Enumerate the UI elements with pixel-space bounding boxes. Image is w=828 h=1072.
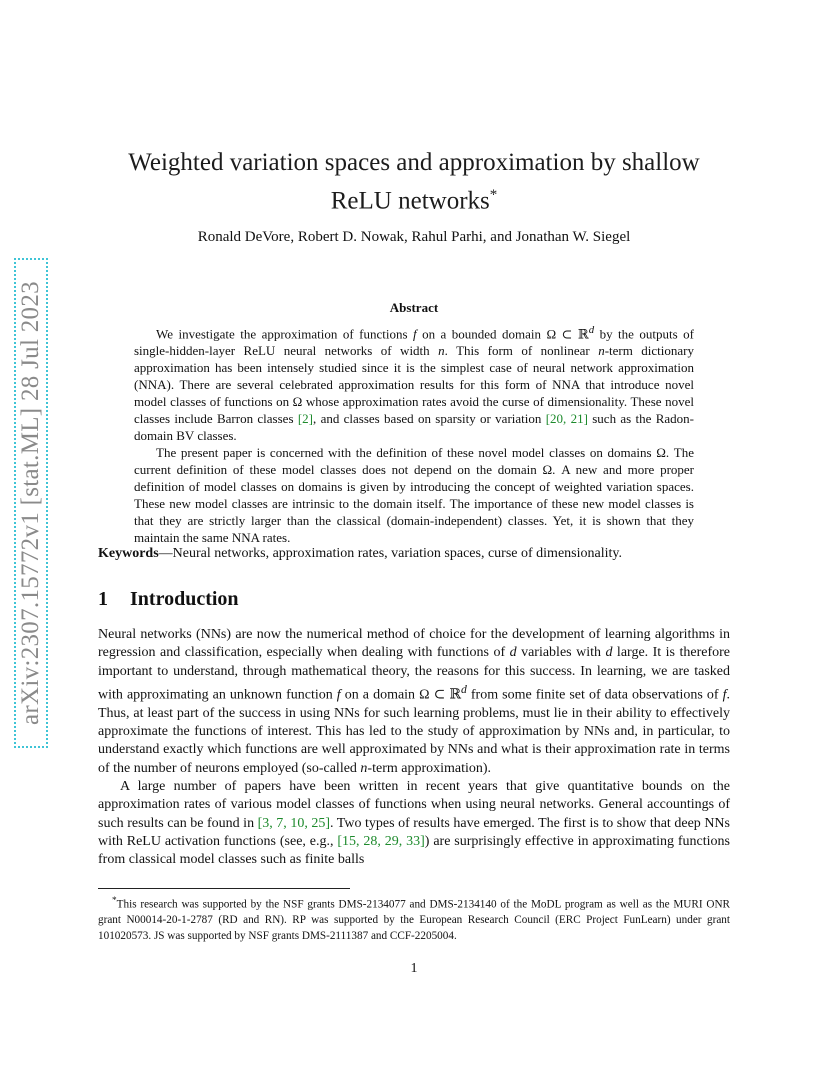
math-symbol: d — [509, 645, 517, 661]
footnote-divider — [98, 888, 350, 889]
section-heading-introduction — [98, 588, 239, 611]
text-run: such as the Radon-domain BV classes. — [134, 411, 695, 444]
text-run: Neural networks (NNs) are now the numerical method of choice for the development of learning algorithms in regression and classification, especially when dealing with functions of — [98, 627, 730, 661]
text-run: -term approximation). — [367, 760, 492, 776]
text-run: . Thus, at least part of the success in using NNs for such learning problems, must lie in their ability to effectively approximate the functions of interest. This has led to the study of approximation by NNs and, in particular, to understand exactly which functions are well approximated by NNs and what is their approximation rate in terms of the number of neurons employed (so-called — [98, 687, 730, 776]
text-run: We investigate the approximation of functions — [156, 326, 413, 342]
text-run: on a bounded domain Ω ⊂ ℝ — [416, 326, 589, 342]
intro-paragraph-1 — [98, 626, 730, 778]
math-symbol: f — [722, 687, 727, 703]
text-run: on a domain Ω ⊂ ℝ — [340, 687, 461, 703]
abstract-body — [134, 322, 694, 546]
math-symbol: f — [412, 326, 417, 342]
paper-title-text: Weighted variation spaces and approximation by shallow ReLU networks — [128, 149, 700, 215]
citation-link[interactable]: [20, 21] — [545, 411, 588, 427]
math-symbol: n — [598, 343, 605, 359]
text-run: , and classes based on sparsity or variation — [313, 411, 546, 427]
footnote — [98, 894, 730, 944]
arxiv-sidebar-stamp — [14, 258, 48, 748]
arxiv-identifier: arXiv:2307.15772v1 [stat.ML] 28 Jul 2023 — [17, 281, 44, 725]
text-run: . Two types of results have emerged. The first is to show that deep NNs with ReLU activation functions (see, e.g., — [98, 815, 730, 849]
paper-title — [100, 146, 728, 217]
abstract-heading: Abstract — [389, 300, 439, 315]
text-run: . This form of nonlinear — [444, 343, 599, 359]
footnote-text: This research was supported by the NSF grants DMS-2134077 and DMS-2134140 of the MoDL program as well as the MURI ONR grant N00014-20-1-2787 (RD and RN). RP was supported by the European Research Council (ERC Project FunLearn) under grant 101020573. JS was supported by NSF grants DMS-2111387 and CCF-2205004. — [98, 898, 730, 942]
text-run: large. It is therefore important to understand, through mathematical theory, the reasons for this success. In learning, we are tasked with approximating an unknown function — [98, 645, 731, 703]
text-run: ) are surprisingly effective in approximating functions from classical model classes such as finite balls — [98, 833, 730, 868]
section-number: 1 — [98, 588, 108, 610]
text-run: by the outputs of single-hidden-layer ReLU neural networks of width — [134, 326, 694, 359]
citation-link[interactable]: [15, 28, 29, 33] — [337, 833, 425, 849]
math-symbol: d — [588, 324, 595, 336]
abstract-paragraph-2: The present paper is concerned with the definition of these novel model classes on domains Ω. The current definition of these model classes does not depend on the domain Ω. A new and more proper definition of model classes on domains is given by introducing the concept of weighted variation spaces. These new model classes are intrinsic to the domain itself. The importance of these new model classes is that they are strictly larger than the classical (domain-independent) classes. Yet, it is shown that they maintain the same NNA rates. — [134, 445, 694, 546]
abstract-paragraph-1 — [134, 322, 694, 444]
text-run: variables with — [516, 645, 606, 661]
author-list: Ronald DeVore, Robert D. Nowak, Rahul Parhi, and Jonathan W. Siegel — [197, 229, 631, 245]
footnote-marker: * — [112, 896, 117, 906]
citation-link[interactable]: [2] — [297, 411, 313, 427]
math-symbol: n — [360, 760, 368, 776]
math-symbol: d — [461, 682, 467, 696]
introduction-body — [98, 626, 730, 870]
intro-paragraph-2 — [98, 778, 730, 869]
keywords-text: —Neural networks, approximation rates, variation spaces, curse of dimensionality. — [158, 546, 622, 561]
keywords-line — [98, 546, 730, 562]
math-symbol: f — [336, 687, 341, 703]
title-footnote-marker[interactable]: * — [489, 187, 498, 203]
keywords-label: Keywords — [98, 546, 159, 561]
section-title: Introduction — [130, 588, 239, 610]
math-symbol: n — [438, 343, 445, 359]
citation-link[interactable]: [3, 7, 10, 25] — [257, 815, 331, 831]
math-symbol: d — [605, 645, 613, 661]
text-run: A large number of papers have been written in recent years that give quantitative bounds on the approximation rates of various model classes of functions when using neural networks. General accountings of such results can be found in — [98, 779, 730, 831]
page-number: 1 — [410, 961, 418, 976]
text-run: from some finite set of data observations of — [466, 687, 723, 703]
text-run: -term dictionary approximation has been intensely studied since it is the simplest case of neural network approximation (NNA). There are several celebrated approximation results for this form of NNA that introduce novel model classes of functions on Ω whose approximation rates avoid the curse of dimensionality. These novel classes include Barron classes — [134, 343, 694, 427]
